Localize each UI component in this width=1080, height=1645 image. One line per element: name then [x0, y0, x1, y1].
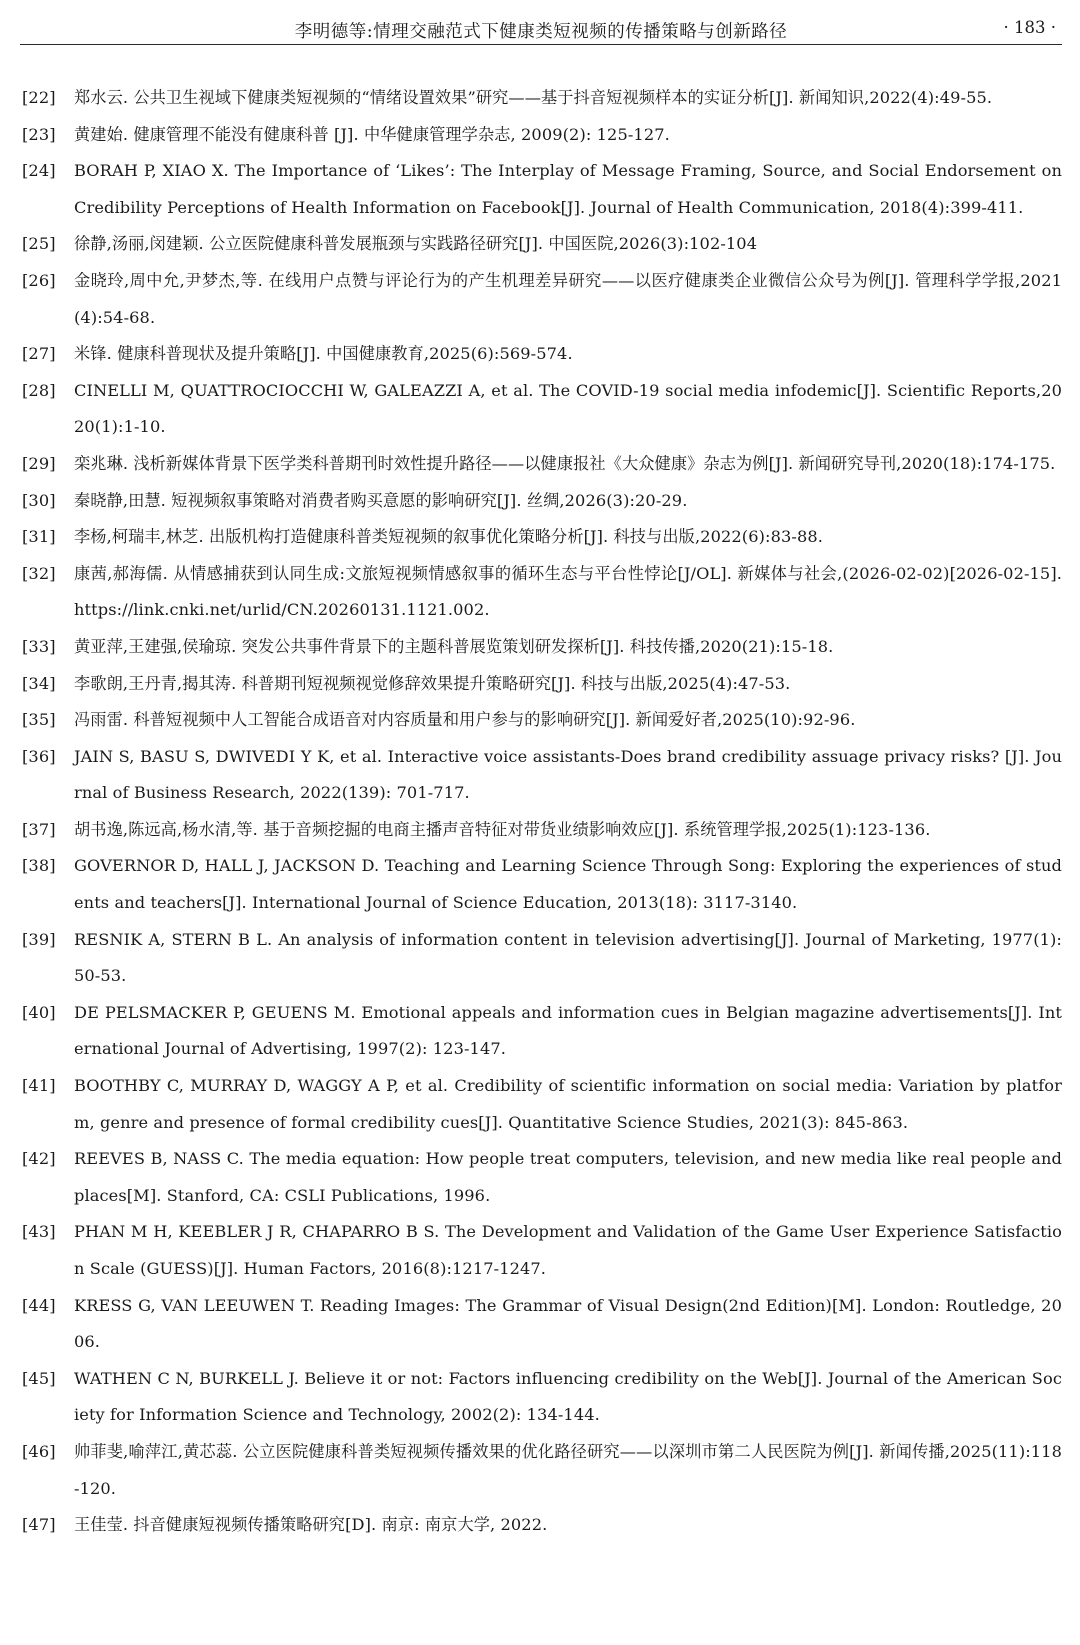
- reference-entry: [22, 1068, 1062, 1141]
- reference-text: PHAN M H, KEEBLER J R, CHAPARRO B S. The Development and Validation of the Game User Experience Satisfaction Scale (GUESS)[J]. Human Factors, 2016(8):1217-1247.: [74, 1222, 1062, 1278]
- reference-text: BOOTHBY C, MURRAY D, WAGGY A P, et al. Credibility of scientific information on social media: Variation by platform, genre and presence of formal credibility cues[J]. Quantitative Science Studies, 2021(3): 845-863.: [74, 1076, 1062, 1132]
- reference-number: [23]: [22, 124, 56, 144]
- reference-entry: [22, 739, 1062, 812]
- reference-text: 黄建始. 健康管理不能没有健康科普 [J]. 中华健康管理学杂志, 2009(2): 125-127.: [74, 124, 670, 144]
- reference-entry: [22, 336, 1062, 373]
- reference-number: [29]: [22, 453, 56, 473]
- reference-entry: [22, 519, 1062, 556]
- reference-number: [27]: [22, 344, 56, 364]
- running-title: 李明德等:情理交融范式下健康类短视频的传播策略与创新路径: [294, 22, 788, 42]
- reference-number: [40]: [22, 1002, 56, 1022]
- reference-text: 胡书逸,陈远高,杨水清,等. 基于音频挖掘的电商主播声音特征对带货业绩影响效应[J]. 系统管理学报,2025(1):123-136.: [74, 819, 931, 839]
- reference-text: CINELLI M, QUATTROCIOCCHI W, GALEAZZI A, et al. The COVID-19 social media infodemic[J]. Scientific Reports,2020(1):1-10.: [74, 380, 1062, 437]
- reference-entry: [22, 702, 1062, 739]
- reference-text: RESNIK A, STERN B L. An analysis of information content in television advertising[J]. Journal of Marketing, 1977(1): 50-53.: [74, 929, 1062, 986]
- reference-number: [30]: [22, 490, 56, 510]
- reference-text: 帅菲斐,喻萍江,黄芯蕊. 公立医院健康科普类短视频传播效果的优化路径研究——以深圳市第二人民医院为例[J]. 新闻传播,2025(11):118-120.: [74, 1441, 1062, 1498]
- reference-entry: [22, 812, 1062, 849]
- reference-number: [28]: [22, 380, 56, 400]
- reference-text: 米锋. 健康科普现状及提升策略[J]. 中国健康教育,2025(6):569-574.: [74, 344, 573, 364]
- page-number: · 183 ·: [1003, 18, 1056, 37]
- reference-text: 李杨,柯瑞丰,林芝. 出版机构打造健康科普类短视频的叙事优化策略分析[J]. 科技与出版,2022(6):83-88.: [74, 527, 823, 547]
- reference-entry: [22, 80, 1062, 117]
- reference-entry: [22, 446, 1062, 483]
- reference-number: [34]: [22, 673, 56, 693]
- reference-text: WATHEN C N, BURKELL J. Believe it or not: Factors influencing credibility on the Web[J]. Journal of the American Society for Information Science and Technology, 2002(2): 134-144.: [74, 1368, 1062, 1425]
- reference-number: [43]: [22, 1222, 56, 1242]
- reference-text: 康茜,郝海儒. 从情感捕获到认同生成:文旅短视频情感叙事的循环生态与平台性悖论[J/OL]. 新媒体与社会,(2026-02-02)[2026-02-15]. https://link.cnki.net/urlid/CN.20260131.1121.002.: [74, 563, 1062, 620]
- reference-number: [42]: [22, 1149, 56, 1169]
- reference-list: [22, 80, 1062, 1544]
- reference-text: GOVERNOR D, HALL J, JACKSON D. Teaching and Learning Science Through Song: Exploring the experiences of students and teachers[J]. International Journal of Science Education, 2013(18): 3117-3140.: [74, 856, 1062, 913]
- reference-number: [39]: [22, 929, 56, 949]
- reference-number: [24]: [22, 161, 56, 181]
- reference-text: 黄亚萍,王建强,侯瑜琼. 突发公共事件背景下的主题科普展览策划研发探析[J]. 科技传播,2020(21):15-18.: [74, 636, 834, 656]
- reference-text: REEVES B, NASS C. The media equation: How people treat computers, television, and new media like real people and places[M]. Stanford, CA: CSLI Publications, 1996.: [74, 1149, 1062, 1205]
- reference-entry: [22, 153, 1062, 226]
- reference-number: [35]: [22, 710, 56, 730]
- reference-text: BORAH P, XIAO X. The Importance of ‘Likes’: The Interplay of Message Framing, Source, and Social Endorsement on Credibility Perceptions of Health Information on Facebook[J]. Journal of Health Communication, 2018(4):399-411.: [74, 161, 1062, 217]
- reference-entry: [22, 117, 1062, 154]
- reference-entry: [22, 1361, 1062, 1434]
- reference-number: [32]: [22, 563, 56, 583]
- reference-number: [33]: [22, 636, 56, 656]
- reference-text: 郑水云. 公共卫生视域下健康类短视频的“情绪设置效果”研究——基于抖音短视频样本的实证分析[J]. 新闻知识,2022(4):49-55.: [74, 88, 993, 107]
- reference-text: 冯雨雷. 科普短视频中人工智能合成语音对内容质量和用户参与的影响研究[J]. 新闻爱好者,2025(10):92-96.: [74, 710, 856, 730]
- reference-entry: [22, 263, 1062, 336]
- reference-text: 秦晓静,田慧. 短视频叙事策略对消费者购买意愿的影响研究[J]. 丝绸,2026(3):20-29.: [74, 490, 688, 510]
- reference-entry: [22, 629, 1062, 666]
- reference-text: 栾兆琳. 浅析新媒体背景下医学类科普期刊时效性提升路径——以健康报社《大众健康》杂志为例[J]. 新闻研究导刊,2020(18):174-175.: [74, 453, 1056, 473]
- reference-number: [36]: [22, 746, 56, 766]
- reference-entry: [22, 1507, 1062, 1544]
- reference-entry: [22, 922, 1062, 995]
- reference-number: [26]: [22, 270, 56, 290]
- reference-entry: [22, 666, 1062, 703]
- running-header: [20, 10, 1062, 45]
- reference-number: [44]: [22, 1295, 56, 1315]
- reference-entry: [22, 483, 1062, 520]
- reference-number: [45]: [22, 1368, 56, 1388]
- reference-text: 李歌朗,王丹青,揭其涛. 科普期刊短视频视觉修辞效果提升策略研究[J]. 科技与出版,2025(4):47-53.: [74, 673, 791, 693]
- reference-entry: [22, 995, 1062, 1068]
- reference-number: [38]: [22, 856, 56, 876]
- reference-number: [25]: [22, 234, 56, 254]
- reference-number: [46]: [22, 1441, 56, 1461]
- reference-entry: [22, 848, 1062, 921]
- reference-text: 王佳莹. 抖音健康短视频传播策略研究[D]. 南京: 南京大学, 2022.: [74, 1515, 548, 1535]
- reference-number: [31]: [22, 527, 56, 547]
- reference-text: DE PELSMACKER P, GEUENS M. Emotional appeals and information cues in Belgian magazine advertisements[J]. International Journal of Advertising, 1997(2): 123-147.: [74, 1002, 1062, 1059]
- reference-entry: [22, 1141, 1062, 1214]
- reference-text: JAIN S, BASU S, DWIVEDI Y K, et al. Interactive voice assistants-Does brand credibility assuage privacy risks? [J]. Journal of Business Research, 2022(139): 701-717.: [74, 746, 1062, 803]
- reference-entry: [22, 1288, 1062, 1361]
- reference-text: KRESS G, VAN LEEUWEN T. Reading Images: The Grammar of Visual Design(2nd Edition)[M]. London: Routledge, 2006.: [74, 1295, 1062, 1352]
- reference-number: [47]: [22, 1515, 56, 1535]
- reference-entry: [22, 1214, 1062, 1287]
- reference-entry: [22, 556, 1062, 629]
- reference-text: 金晓玲,周中允,尹梦杰,等. 在线用户点赞与评论行为的产生机理差异研究——以医疗健康类企业微信公众号为例[J]. 管理科学学报,2021(4):54-68.: [74, 270, 1062, 327]
- reference-number: [41]: [22, 1076, 56, 1096]
- reference-number: [22]: [22, 88, 56, 107]
- reference-entry: [22, 1434, 1062, 1507]
- reference-number: [37]: [22, 819, 56, 839]
- reference-entry: [22, 373, 1062, 446]
- reference-text: 徐静,汤丽,闵建颖. 公立医院健康科普发展瓶颈与实践路径研究[J]. 中国医院,2026(3):102-104: [74, 234, 758, 254]
- reference-entry: [22, 226, 1062, 263]
